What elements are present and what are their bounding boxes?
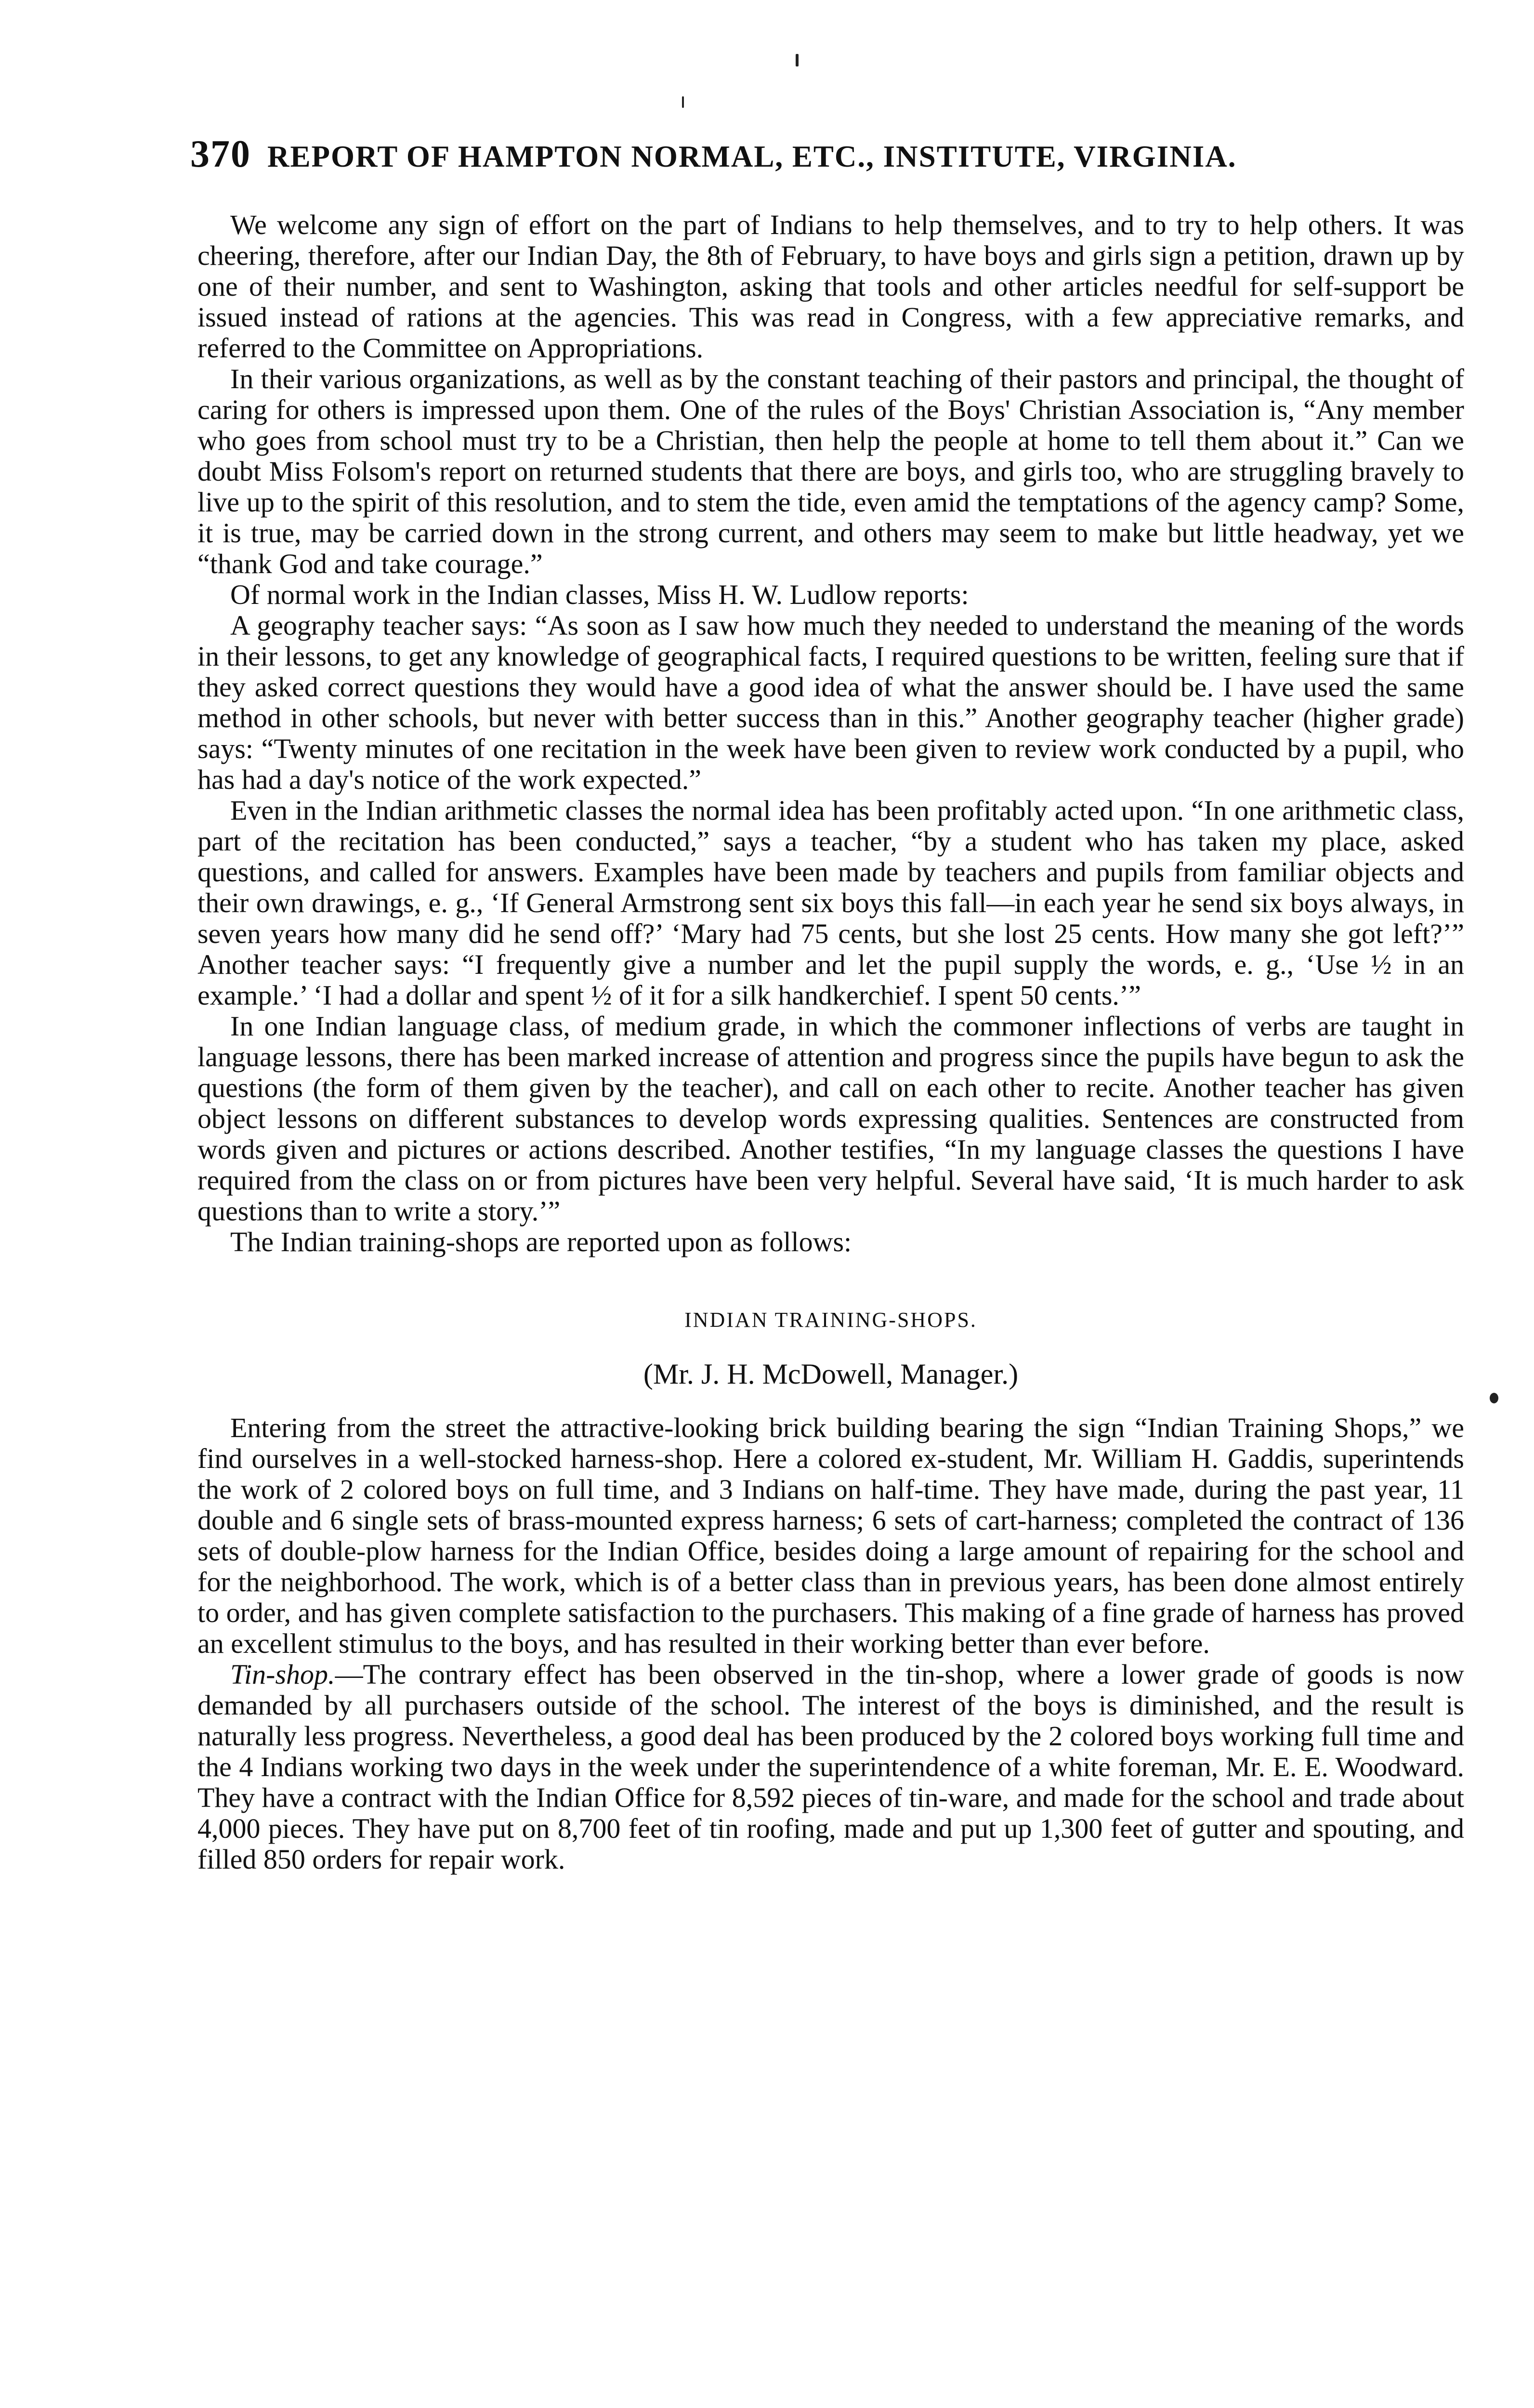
paragraph-tin-shop (197, 1659, 1464, 1875)
section-heading: INDIAN TRAINING-SHOPS. (684, 1308, 977, 1332)
scan-speck (796, 54, 799, 66)
paragraph-organizations: In their various organizations, as well as by the constant teaching of their pastors and principal, the thought of caring for others is impressed upon them. One of the rules of the Boys' Christian Association is, “Any member who goes from school must try to be a Christian, then help the people at home to tell them about it.” Can we doubt Miss Folsom's report on returned students that there are boys, and girls too, who are struggling bravely to live up to the spirit of this resolution, and to stem the tide, even amid the temptations of the agency camp? Some, it is true, may be carried down in the strong current, and others may seem to make but little headway, yet we “thank God and take courage.” (197, 363, 1464, 579)
tin-shop-label: Tin-shop. (230, 1659, 335, 1690)
scan-speck (1490, 1393, 1498, 1403)
paragraph-harness-shop: Entering from the street the attractive-looking brick building bearing the sign “Indian Training Shops,” we find ourselves in a well-stocked harness-shop. Here a colored ex-student, Mr. William H. Gaddis, superintends the work of 2 colored boys on full time, and 3 Indians on half-time. They have made, during the past year, 11 double and 6 single sets of brass-mounted express harness; 6 sets of cart-harness; completed the contract of 136 sets of double-plow harness for the Indian Office, besides doing a large amount of repairing for the school and for the neighborhood. The work, which is of a better class than in previous years, has been done almost entirely to order, and has given complete satisfaction to the purchasers. This making of a fine grade of harness has proved an excellent stimulus to the boys, and has resulted in their working better than ever before. (197, 1412, 1464, 1659)
tin-shop-text: —The contrary effect has been observed in the tin-shop, where a lower grade of goods is now demanded by all purchasers outside of the school. The interest of the boys is diminished, and the result is naturally less progress. Nevertheless, a good deal has been produced by the 2 colored boys working full time and the 4 Indians working two days in the week under the superintendence of a white foreman, Mr. E. E. Woodward. They have a contract with the Indian Office for 8,592 pieces of tin-ware, and made for the school and trade about 4,000 pieces. They have put on 8,700 feet of tin roofing, made and put up 1,300 feet of gutter and spouting, and filled 850 orders for repair work. (197, 1659, 1464, 1875)
paragraph-self-help: We welcome any sign of effort on the part of Indians to help themselves, and to try to help others. It was cheering, therefore, after our Indian Day, the 8th of February, to have boys and girls sign a petition, drawn up by one of their number, and sent to Washington, asking that tools and other articles needful for self-support be issued instead of rations at the agencies. This was read in Congress, with a few appreciative remarks, and referred to the Committee on Appropriations. (197, 209, 1464, 364)
body-text (197, 209, 1464, 1875)
page-header (190, 132, 1467, 176)
paragraph-normal-work-intro: Of normal work in the Indian classes, Miss H. W. Ludlow reports: (230, 579, 969, 610)
running-title: REPORT OF HAMPTON NORMAL, ETC., INSTITUTE, VIRGINIA. (267, 140, 1237, 173)
paragraph-geography: A geography teacher says: “As soon as I saw how much they needed to understand the meaning of the words in their lessons, to get any knowledge of geographical facts, I required questions to be written, feeling sure that if they asked correct questions they would have a good idea of what the answer should be. I have used the same method in other schools, but never with better success than in this.” Another geography teacher (higher grade) says: “Twenty minutes of one recitation in the week have been given to review work conducted by a pupil, who has had a day's notice of the work expected.” (197, 610, 1464, 795)
paragraph-language: In one Indian language class, of medium grade, in which the commoner inflections of verbs are taught in language lessons, there has been marked increase of attention and progress since the pupils have begun to ask the questions (the form of them given by the teacher), and call on each other to recite. Another teacher has given object lessons on different substances to develop words expressing qualities. Sentences are constructed from words given and pictures or actions described. Another testifies, “In my language classes the questions I have required from the class on or from pictures have been very helpful. Several have said, ‘It is much harder to ask questions than to write a story.’” (197, 1010, 1464, 1227)
page-number: 370 (190, 133, 251, 175)
paragraph-training-shops-intro: The Indian training-shops are reported upon as follows: (230, 1226, 852, 1257)
scan-speck (682, 96, 684, 108)
section-subheading: (Mr. J. H. McDowell, Manager.) (643, 1358, 1019, 1390)
paragraph-arithmetic: Even in the Indian arithmetic classes the normal idea has been profitably acted upon. “In one arithmetic class, part of the recitation has been conducted,” says a teacher, “by a student who has taken my place, asked questions, and called for answers. Examples have been made by teachers and pupils from familiar objects and their own drawings, e. g., ‘If General Armstrong sent six boys this fall—in each year he send six boys always, in seven years how many did he send off?’ ‘Mary had 75 cents, but she lost 25 cents. How many she got left?’” Another teacher says: “I frequently give a number and let the pupil supply the words, e. g., ‘Use ½ in an example.’ ‘I had a dollar and spent ½ of it for a silk handkerchief. I spent 50 cents.’” (197, 795, 1464, 1011)
